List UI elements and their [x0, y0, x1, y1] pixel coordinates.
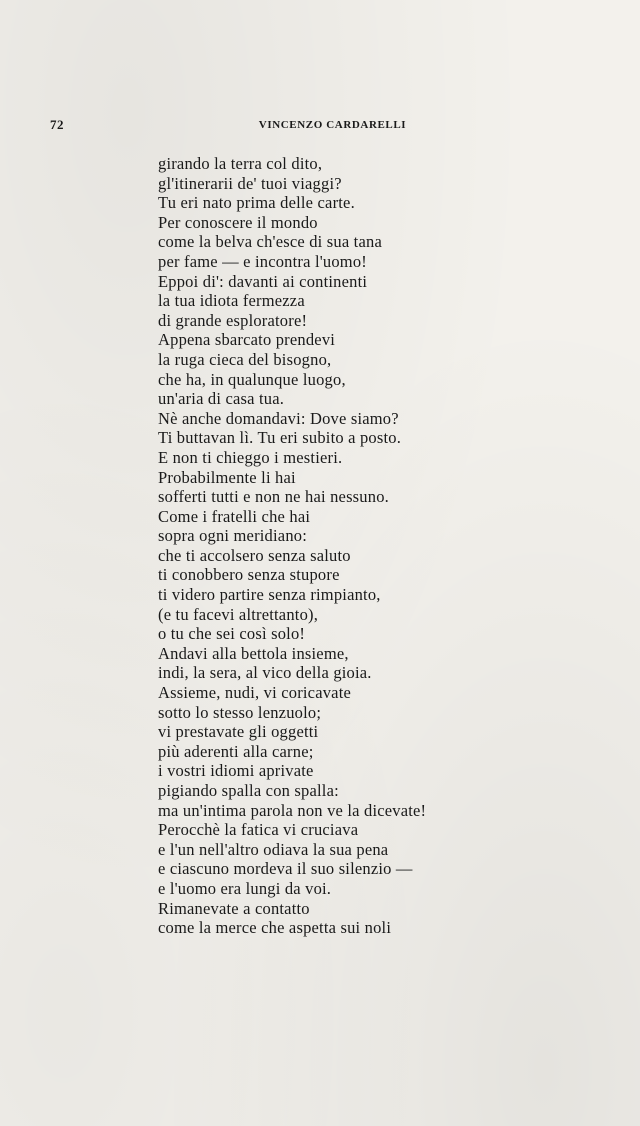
poem-line: Probabilmente li hai [158, 467, 296, 487]
poem-line: un'aria di casa tua. [158, 389, 285, 409]
poem-line: Come i fratelli che hai [158, 506, 311, 526]
poem-line: o tu che sei così solo! [158, 624, 306, 644]
poem-line: Assieme, nudi, vi coricavate [158, 683, 351, 703]
page-number: 72 [50, 117, 64, 132]
poem-line: Eppoi di': davanti ai continenti [158, 271, 368, 291]
poem-line: Tu eri nato prima delle carte. [158, 193, 355, 213]
poem-line: Nè anche domandavi: Dove siamo? [158, 408, 399, 428]
poem-line: pigiando spalla con spalla: [158, 781, 339, 800]
poem-line: e l'un nell'altro odiava la sua pena [158, 839, 389, 859]
poem-line: indi, la sera, al vico della gioia. [158, 663, 372, 683]
poem-line: per fame — e incontra l'uomo! [158, 251, 367, 271]
poem-line: di grande esploratore! [158, 310, 308, 330]
poem-line: i vostri idiomi aprivate [158, 761, 314, 781]
poem-line: Perocchè la fatica vi cruciava [158, 820, 359, 840]
poem-line: ti conobbero senza stupore [158, 565, 340, 585]
poem-line: vi prestavate gli oggetti [158, 722, 319, 742]
poem-line: (e tu facevi altrettanto), [158, 604, 319, 624]
poem-line: che ha, in qualunque luogo, [158, 369, 346, 389]
poem-line: la ruga cieca del bisogno, [158, 349, 332, 369]
poem-line: girando la terra col dito, [158, 154, 323, 173]
poem-line: sotto lo stesso lenzuolo; [158, 702, 322, 722]
poem-line: come la merce che aspetta sui noli [158, 918, 392, 938]
poem-line: come la belva ch'esce di sua tana [158, 232, 382, 252]
poem-line: e ciascuno mordeva il suo silenzio — [158, 859, 413, 879]
poem-text [158, 154, 426, 938]
poem-line: Ti buttavan lì. Tu eri subito a posto. [158, 428, 402, 448]
poem-line: Rimanevate a contatto [158, 898, 310, 918]
poem-line: e l'uomo era lungi da voi. [158, 878, 332, 898]
poem-line: Andavi alla bettola insieme, [158, 643, 349, 663]
poem-line: ma un'intima parola non ve la dicevate! [158, 800, 427, 820]
poem-line: Appena sbarcato prendevi [158, 330, 336, 350]
poem-line: ti videro partire senza rimpianto, [158, 585, 381, 605]
running-head-author: VINCENZO CARDARELLI [258, 119, 407, 131]
poem-line: E non ti chieggo i mestieri. [158, 447, 343, 467]
poem-line: sofferti tutti e non ne hai nessuno. [158, 487, 389, 507]
poem-line: Per conoscere il mondo [158, 212, 318, 232]
poem-line: sopra ogni meridiano: [158, 526, 308, 546]
poem-line: la tua idiota fermezza [158, 291, 305, 311]
poem-line: più aderenti alla carne; [158, 741, 314, 761]
poem-line: gl'itinerarii de' tuoi viaggi? [158, 173, 342, 193]
poem-line: che ti accolsero senza saluto [158, 545, 351, 565]
